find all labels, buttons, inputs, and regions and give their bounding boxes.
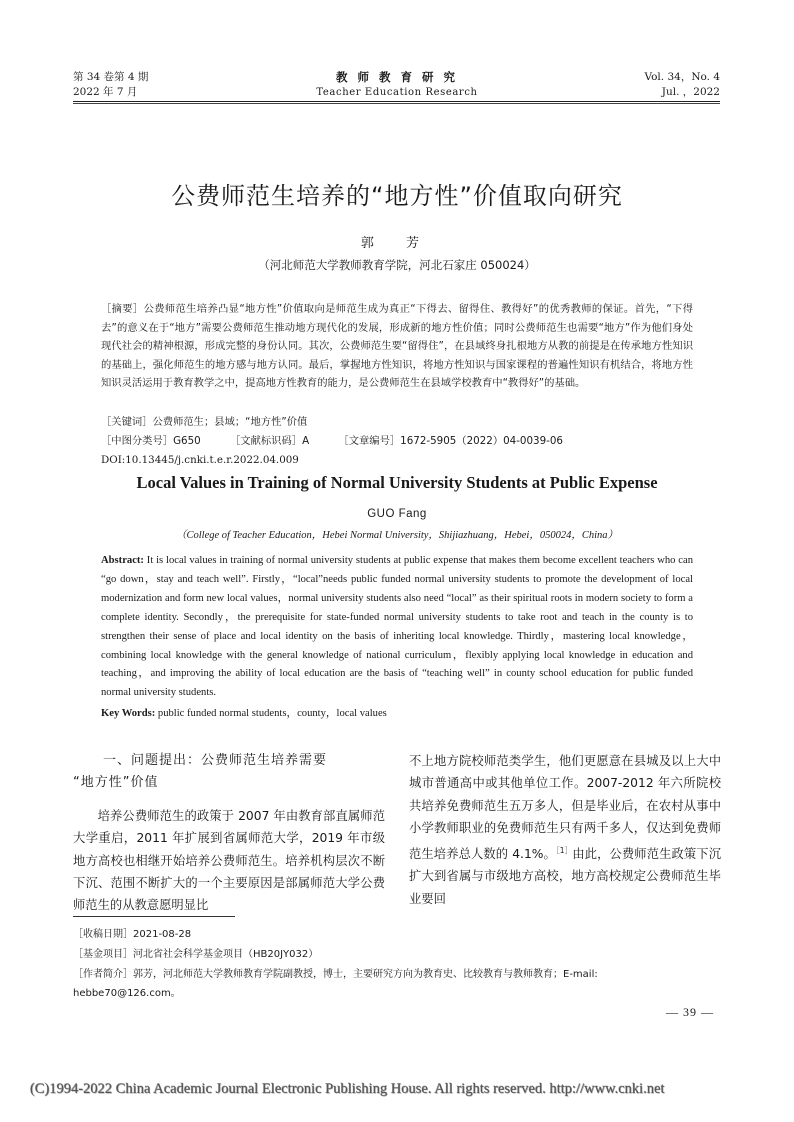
volume-issue-en: Vol. 34，No. 4 [644, 71, 720, 83]
section-heading-line1: 一、问题提出：公费师范生培养需要 [103, 753, 328, 768]
abstract-cn-label: ［摘要］ [101, 303, 144, 315]
article-title-en: Local Values in Training of Normal University Students at Public Expense [136, 473, 658, 492]
author-bio: ［作者简介］郭芳，河北师范大学教师教育学院副教授，博士，主要研究方向为教育史、比较教育与教师教育；E-mail: [73, 969, 598, 980]
journal-name-en: Teacher Education Research [316, 87, 478, 98]
keywords-cn-label: ［关键词］ [101, 416, 153, 428]
section-heading-line2: “地方性”价值 [73, 775, 159, 791]
journal-name-cn: 教 师 教 育 研 究 [335, 70, 459, 84]
abstract-cn-text: 公费师范生培养凸显“地方性”价值取向是师范生成为真正“下得去、留得住、教得好”的优秀教师的保证。首先，“下得去”的意义在于“地方”需要公费师范生推动地方现代化的发展，形成新的地方性价值；同时公费师范生也需要“地方”作为他们身处现代社会的精神根源，形成完整的身份认同。其次，公费师范生要“留得住”，在县域终身扎根地方从教的前提是在传承地方性知识的基础上，强化师范生的地方感与地方认同。最后，掌握地方性知识，将地方性知识与国家课程的普遍性知识有机结合，将地方性知识灵活运用于教育教学之中，提高地方性教育的能力，是公费师范生在县域学校教育中“教得好”的基础。 [101, 303, 693, 390]
abstract-en-text: It is local values in training of normal university students at public expense that makes them become excellent teachers who can “go down，stay and teach well”. Firstly，“local”needs public funded normal university students to promote the development of local modernization and form new local values，normal university students also need “local” as their spiritual roots in modern society to form a complete identity. Secondly，the prerequisite for state-funded normal university students to take root and teach in the county is to strengthen their sense of place and local identity on the basis of inheriting local knowledge. Thirdly，mastering local knowledge，combining local knowledge with the general knowledge of national curriculum，flexibly applying local knowledge in education and teaching，and improving the ability of local education are the basis of “teaching well” in county school education for public funded normal university students. [101, 555, 693, 699]
clc-number: ［中图分类号］G650 [101, 435, 201, 447]
author-en: GUO Fang [367, 508, 427, 520]
journal-issue-info-en [644, 70, 720, 100]
body-column-right [409, 750, 721, 910]
doi: DOI:10.13445/j.cnki.t.e.r.2022.04.009 [101, 454, 299, 466]
author-cn: 郭 芳 [360, 236, 434, 251]
keywords-cn-text: 公费师范生；县域；“地方性”价值 [152, 416, 308, 428]
body-paragraph: 培养公费师范生的政策于 2007 年由教育部直属师范大学重启，2011 年扩展到省属师范大学，2019 年市级地方高校也相继开始培养公费师范生。培养机构层次不断下沉、范围不断扩大的一个主要原因是部属师范大学公费师范生的从教意愿明显比 [73, 808, 385, 913]
doc-code: ［文献标识码］A [230, 435, 310, 447]
body-text-part2: 由此，公费师范生政策下沉扩大到省属与市级地方高校，地方高校规定公费师范生毕业要回 [409, 846, 721, 906]
affiliation-en: （College of Teacher Education，Hebei Normal University，Shijiazhuang，Hebei，050024，China） [175, 530, 619, 541]
volume-issue-cn: 第 34 卷第 4 期 [73, 71, 149, 83]
fund-project: ［基金项目］河北省社会科学基金项目（HB20JY032） [73, 949, 319, 960]
keywords-en-label: Key Words: [101, 708, 156, 719]
footnotes [73, 925, 721, 1004]
section-heading [73, 750, 385, 795]
copyright-watermark: (C)1994-2022 China Academic Journal Electronic Publishing House. All rights reserved. http://www.cnki.net [30, 1081, 665, 1097]
abstract-cn [101, 300, 693, 393]
keywords-cn [101, 413, 693, 432]
keywords-en [101, 705, 693, 723]
author-email: hebbe70@126.com。 [73, 988, 181, 999]
footnote-rule [73, 916, 235, 917]
abstract-en-label: Abstract: [101, 555, 144, 566]
received-date: ［收稿日期］2021-08-28 [73, 929, 192, 940]
page-number: — 39 — [666, 1005, 714, 1019]
body-text-part1: 不上地方院校师范类学生，他们更愿意在县城及以上大中城市普通高中或其他单位工作。2007-2012 年六所院校共培养免费师范生五万多人，但是毕业后，在农村从事中小学教师职业的免费师范生只有两千多人，仅达到免费师范生培养总人数的 4.1%。 [409, 754, 721, 861]
header-rule [73, 101, 720, 102]
affiliation-cn: （河北师范大学教师教育学院，河北石家庄 050024） [258, 258, 536, 272]
date-cn: 2022 年 7 月 [73, 86, 138, 98]
citation-mark: ［1］ [555, 845, 573, 855]
abstract-en [101, 552, 693, 703]
date-en: Jul. ，2022 [661, 86, 720, 98]
article-title-cn: 公费师范生培养的“地方性”价值取向研究 [171, 182, 623, 210]
body-column-left [73, 750, 385, 917]
header-rule-thin [73, 103, 720, 104]
body-paragraph-continued [409, 750, 721, 910]
article-number: ［文章编号］1672-5905（2022）04-0039-06 [338, 435, 563, 447]
classification-line [101, 432, 693, 451]
keywords-en-text: public funded normal students，county，local values [157, 708, 387, 719]
